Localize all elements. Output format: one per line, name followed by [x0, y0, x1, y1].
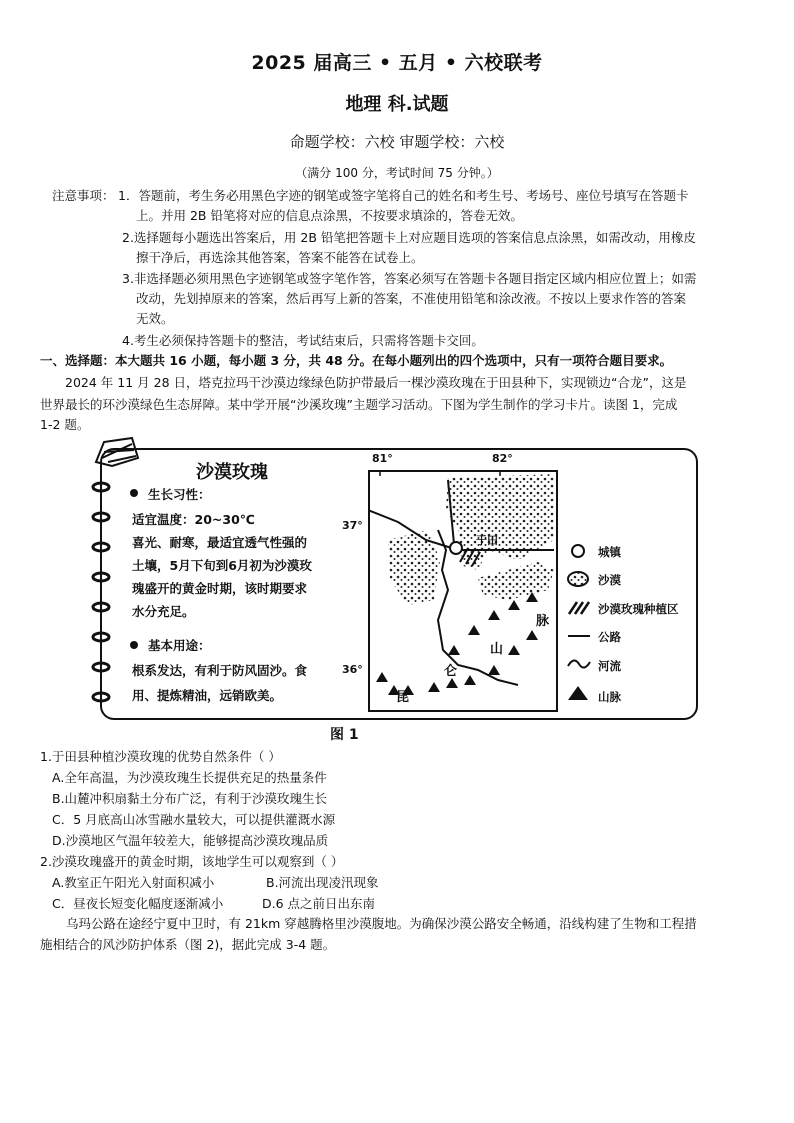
habit-heading: 生长习性：: [148, 487, 211, 502]
legend-road-label: 公路: [598, 630, 621, 644]
note-3-line-1: 3.非选择题必须用黑色字迹钢笔或签字笔作答，答案必须写在答题卡各题目指定区域内相应位置上；如需: [122, 271, 697, 286]
question-1-option-b: B.山麓冲积扇黏土分布广泛，有利于沙漠玫瑰生长: [52, 791, 328, 806]
planting-legend-icon: [569, 602, 589, 614]
legend-mountain-label: 山脉: [598, 690, 621, 704]
town-marker: [450, 542, 462, 554]
bullet-dot-icon: [130, 641, 138, 649]
note-1-line-1: 1．答题前，考生务必用黑色字迹的钢笔或签字笔将自己的姓名和考生号、考场号、座位号填写在答题卡: [118, 188, 689, 203]
map-legend-symbols: [566, 540, 592, 710]
note-2-line-2: 擦干净后，再选涂其他答案，答案不能答在试卷上。: [136, 250, 424, 265]
intro-line-2: 世界最长的环沙漠绿色生态屏障。某中学开展“沙溪玫瑰”主题学习活动。下图为学生制作的学习卡片。读图 1，完成: [40, 397, 678, 412]
town-legend-icon: [572, 545, 584, 557]
range-char: 脉: [536, 614, 550, 629]
habit-line: 适宜温度：20~30℃: [132, 512, 255, 527]
mountain-legend-icon: [568, 686, 588, 700]
lon-label-left: 81°: [372, 452, 393, 465]
question-2-stem: 2.沙漠玫瑰盛开的黄金时期，该地学生可以观察到（ ）: [40, 854, 344, 869]
subject-title: 地理 科.试题: [345, 94, 449, 115]
note-3-line-2: 改动，先划掉原来的答案，然后再写上新的答案，不准使用铅笔和涂改液。不按以上要求作答的答案: [136, 291, 687, 306]
question-1-stem: 1.于田县种植沙漠玫瑰的优势自然条件（ ）: [40, 749, 281, 764]
habit-line: 水分充足。: [132, 604, 195, 619]
question-1-option-a: A.全年高温，为沙漠玫瑰生长提供充足的热量条件: [52, 770, 327, 785]
legend-river-label: 河流: [598, 659, 621, 673]
figure-caption: 图 1: [330, 727, 359, 743]
question-2-option-b: B.河流出现凌汛现象: [266, 875, 379, 890]
river-legend-icon: [568, 660, 590, 667]
intro-line-1: 2024 年 11 月 28 日，塔克拉玛干沙漠边缘绿色防护带最后一棵沙漠玫瑰在于田县种下，实现锁边“合龙”，这是: [65, 375, 687, 390]
passage-2-line-2: 施相结合的风沙防护体系（图 2)，据此完成 3-4 题。: [40, 937, 336, 952]
question-1-option-c: C．5 月底高山冰雪融水量较大，可以提供灌溉水源: [52, 812, 336, 827]
location-map: [368, 470, 558, 712]
time-note: （满分 100 分，考试时间 75 分钟。）: [295, 166, 499, 180]
exam-title: 2025 届高三 • 五月 • 六校联考: [251, 52, 543, 74]
intro-line-3: 1-2 题。: [40, 417, 90, 432]
habit-line: 土壤，5月下旬到6月初为沙漠玫: [132, 558, 312, 573]
question-2-option-d: D.6 点之前日出东南: [262, 896, 376, 911]
schools-line: 命题学校：六校 审题学校：六校: [289, 133, 505, 151]
question-2-option-a: A.教室正午阳光入射面积减小: [52, 875, 215, 890]
notes-label: 注意事项：: [52, 188, 115, 203]
use-line: 根系发达，有利于防风固沙。食: [132, 663, 308, 678]
section-1-heading: 一、选择题：本大题共 16 小题，每小题 3 分，共 48 分。在每小题列出的四个选项中，只有一项符合题目要求。: [40, 353, 673, 368]
note-1-line-2: 上。并用 2B 铅笔将对应的信息点涂黑，不按要求填涂的，答卷无效。: [136, 208, 523, 223]
question-2-option-c: C．昼夜长短变化幅度逐渐减小: [52, 896, 224, 911]
range-char: 昆: [396, 690, 410, 705]
habit-line: 喜光、耐寒，最适宜透气性强的: [132, 535, 308, 550]
card-title: 沙漠玫瑰: [196, 462, 268, 483]
legend-town-label: 城镇: [598, 545, 621, 559]
lon-label-right: 82°: [492, 452, 513, 465]
lat-label-bottom: 36°: [342, 663, 363, 676]
use-line: 用、提炼精油，远销欧美。: [132, 688, 283, 703]
bullet-dot-icon: [130, 489, 138, 497]
lat-label-top: 37°: [342, 519, 363, 532]
question-1-option-d: D.沙漠地区气温年较差大，能够提高沙漠玫瑰品质: [52, 833, 329, 848]
passage-2-line-1: 乌玛公路在途经宁夏中卫时，有 21km 穿越腾格里沙漠腹地。为确保沙漠公路安全畅通，沿线构建了生物和工程措: [66, 916, 697, 931]
desert-legend-icon: [568, 572, 588, 586]
legend-planting-label: 沙漠玫瑰种植区: [598, 602, 679, 616]
note-3-line-3: 无效。: [136, 311, 174, 326]
note-4: 4.考生必须保持答题卡的整洁，考试结束后，只需将答题卡交回。: [122, 333, 484, 348]
legend-desert-label: 沙漠: [598, 573, 621, 587]
habit-line: 瑰盛开的黄金时期，该时期要求: [132, 581, 308, 596]
use-heading: 基本用途：: [148, 638, 211, 653]
range-char: 山: [490, 642, 504, 657]
town-label: 于田: [476, 534, 498, 547]
range-char: 仑: [444, 664, 458, 679]
note-2-line-1: 2.选择题每小题选出答案后，用 2B 铅笔把答题卡上对应题目选项的答案信息点涂黑，如需改动，用橡皮: [122, 230, 696, 245]
